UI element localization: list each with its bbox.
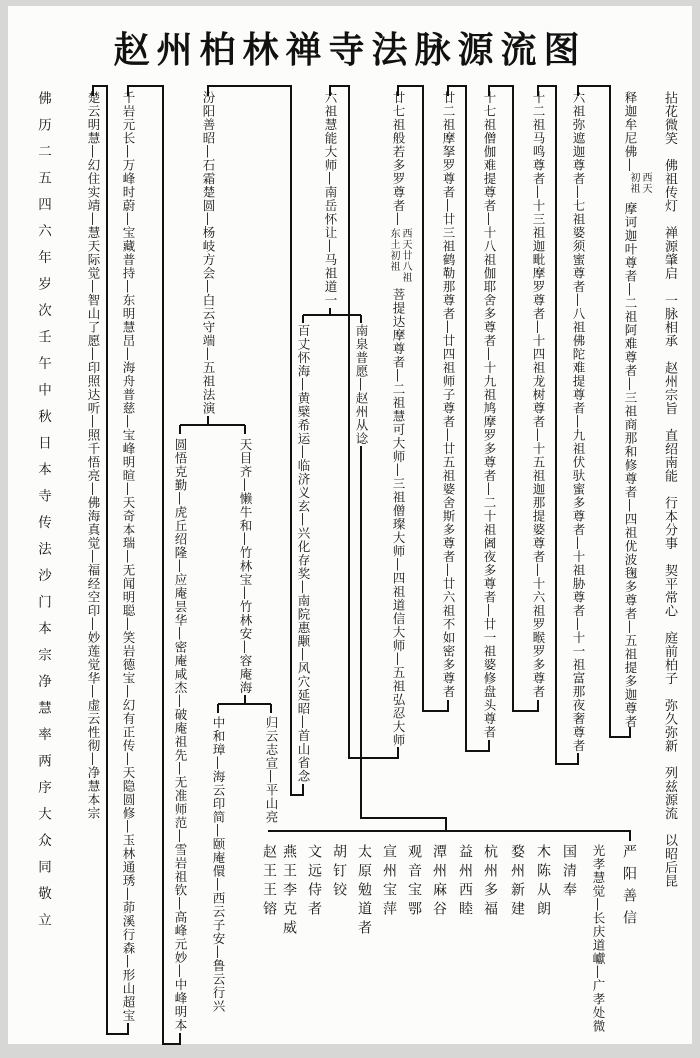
disciple-muchen: 木陈从朗	[536, 844, 552, 920]
disciple-guoqing: 国清奉	[562, 844, 578, 901]
lineage-column-yuanwu: 圆悟克勤—虎丘绍隆—应庵昙华—密庵咸杰—破庵祖先—无准师范—雪岩祖钦—高峰元妙—中峰明本	[173, 438, 187, 1032]
lineage-column-nanquan-zhaozhou: 南泉普愿—赵州从谂	[354, 324, 368, 446]
disciple-yanyang: 严阳善信	[622, 844, 638, 932]
disciple-guanyin: 观音宝鄂	[407, 844, 423, 920]
note-bodhidharma: 西天廿八祖东土初祖	[388, 228, 411, 283]
lineage-column-india-6-11: 六祖弥遮迦尊者—七祖婆须蜜尊者—八祖佛陀难提尊者—九祖伏驮蜜多尊者—十祖胁尊者—十一祖富那夜奢尊者	[571, 91, 585, 753]
disciple-hudingjiao: 胡钉铰	[332, 844, 348, 901]
lineage-column-fenyang-yangqi: 汾阳善昭—石霜楚圆—杨岐方会—白云守端—五祖法演	[201, 91, 215, 415]
lineage-column-baizhang-linji: 百丈怀海—黄檗希运—临济义玄—兴化存奖—南院惠颙—风穴延昭—首山省念	[296, 324, 310, 783]
disciple-hangzhou: 杭州多福	[483, 844, 499, 920]
lineage-column-qianyan: 千岩元长—万峰时蔚—宝藏普持—东明慧旵—海舟普慈—宝峰明暄—天奇本瑞—无闻明聪—笑岩德宝—幻有正传—天隐圆修—玉林通琇—茆溪行森—形山超宝	[121, 91, 135, 1023]
lineage-column-india-1-5: 摩诃迦叶尊者—二祖阿难尊者—三祖商那和修尊者—四祖优波毱多尊者—五祖提多迦尊者	[623, 202, 637, 729]
disciple-xuanzhou: 宣州宝萍	[382, 844, 398, 920]
disciple-wuzhou: 婺州新建	[510, 844, 526, 920]
lineage-column-tianmu: 天目齐—懒牛和—竹林宝—竹林安—容庵海	[238, 438, 252, 695]
disciple-zhaowang: 赵王王镕	[262, 844, 278, 920]
note-first-indian-patriarch: 西天初祖	[628, 172, 651, 194]
disciple-yanwang: 燕王李克威	[282, 844, 298, 939]
lineage-column-shakyamuni: 释迦牟尼佛—	[623, 91, 637, 172]
disciple-taiyuan: 太原勉道者	[357, 844, 373, 939]
colophon-column: 佛历二五四六年岁次壬午中秋日本寺传法沙门本宗净慧率两序大众同敬立	[36, 91, 51, 939]
disciple-tanzhou: 潭州麻谷	[432, 844, 448, 920]
chart-sheet	[8, 6, 692, 1044]
lineage-column-india-17-21: 十七祖僧伽难提尊者—十八祖伽耶舍多尊者—十九祖鸠摩罗多尊者—二十祖阇夜多尊者—廿一祖婆修盘头尊者	[482, 91, 496, 739]
lineage-column-huineng-mazu: 六祖慧能大师—南岳怀让—马祖道一	[323, 91, 337, 307]
lineage-column-india-27: 廿七祖般若多罗尊者—	[391, 91, 405, 226]
lineage-column-zhonghe: 中和璋—海云印简—颐庵儇—西云子安—鲁云行兴	[211, 716, 225, 1013]
lineage-column-chuyun-jinghui: 楚云明慧—幻住实靖—慧天际觉—智山了愿—印照达听—照千悟亮—佛海真觉—福经空印—妙莲觉华—虚云性彻—净慧本宗	[86, 91, 100, 820]
lineage-column-guiyun: 归云志宣—平山亮	[264, 716, 278, 824]
lineage-column-india-12-16: 十二祖马鸣尊者—十三祖迦毗摩罗尊者—十四祖龙树尊者—十五祖迦那提婆尊者—十六祖罗睺罗多尊者	[531, 91, 545, 699]
disciple-wenyuan: 文远侍者	[307, 844, 323, 920]
lineage-column-india-22-26: 廿二祖摩拏罗尊者—廿三祖鹤勒那尊者—廿四祖师子尊者—廿五祖婆舍斯多尊者—廿六祖不如密多尊者	[441, 91, 455, 699]
disciple-yizhou: 益州西睦	[458, 844, 474, 920]
motto-column: 拈花微笑 佛祖传灯 禅源肇启 一脉相承 赵州宗旨 直绍南能 行本分事 契平常心 庭前柏子 弥久弥新 列兹源流 以昭后昆	[663, 91, 678, 888]
lineage-column-china-1-5: 菩提达摩尊者—二祖慧可大师—三祖僧璨大师—四祖道信大师—五祖弘忍大师	[391, 288, 405, 747]
disciple-guangxiao-line: 光孝慧觉—长庆道巘—广孝处微	[591, 844, 605, 1033]
chart-title: 赵州柏林禅寺法脉源流图	[113, 29, 587, 70]
